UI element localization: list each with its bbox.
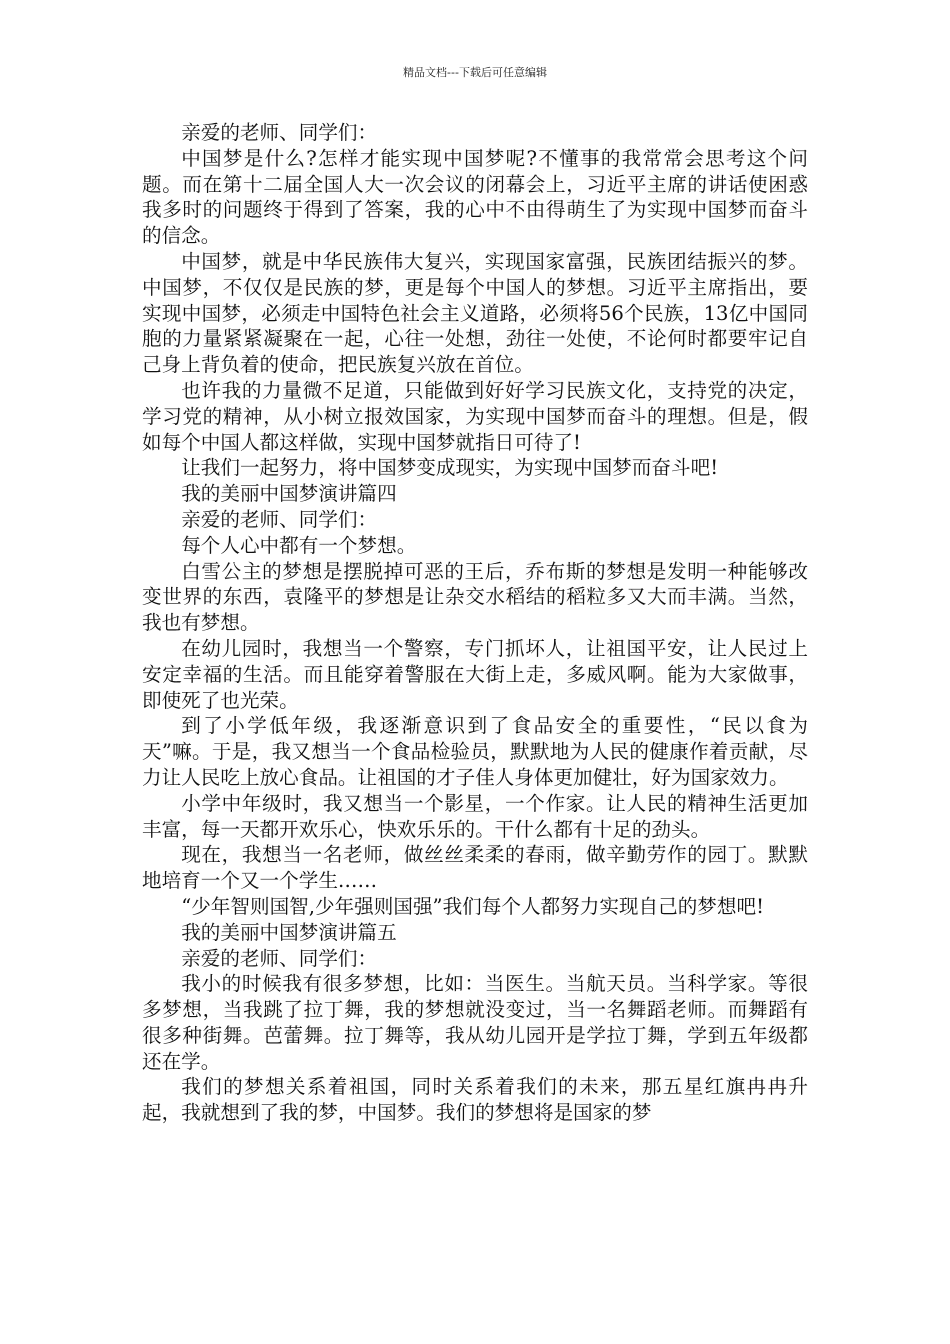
paragraph: 我们的梦想关系着祖国，同时关系着我们的未来，那五星红旗冉冉升起，我就想到了我的梦，中国梦。我们的梦想将是国家的梦 [142,1075,808,1125]
paragraph: 白雪公主的梦想是摆脱掉可恶的王后，乔布斯的梦想是发明一种能够改变世界的东西，袁隆平的梦想是让杂交水稻结的稻粒多又大而丰满。当然，我也有梦想。 [142,559,808,635]
paragraph: 中国梦，就是中华民族伟大复兴，实现国家富强，民族团结振兴的梦。中国梦，不仅仅是民族的梦，更是每个中国人的梦想。习近平主席指出，要实现中国梦，必须走中国特色社会主义道路，必须将56个民族，13亿中国同胞的力量紧紧凝聚在一起，心往一处想，劲往一处使，不论何时都要牢记自己身上背负着的使命，把民族复兴放在首位。 [142,249,808,377]
salutation: 亲爱的老师、同学们： [181,121,378,144]
paragraph: 到了小学低年级，我逐渐意识到了食品安全的重要性，“民以食为天”嘛。于是，我又想当一个食品检验员，默默地为人民的健康作着贡献，尽力让人民吃上放心食品。让祖国的才子佳人身体更加健壮，好为国家效力。 [142,714,808,789]
salutation: 亲爱的老师、同学们： [181,946,378,970]
page-header: 精品文档---下载后可任意编辑 [403,66,547,79]
paragraph: 我小的时候我有很多梦想，比如：当医生。当航天员。当科学家。等很多梦想，当我跳了拉丁舞，我的梦想就没变过，当一名舞蹈老师。而舞蹈有很多种街舞。芭蕾舞。拉丁舞等，我从幼儿园开是学拉丁舞，学到五年级都还在学。 [142,972,808,1073]
paragraph: “少年智则国智,少年强则国强”我们每个人都努力实现自己的梦想吧! [181,894,764,918]
paragraph: 让我们一起努力，将中国梦变成现实，为实现中国梦而奋斗吧! [181,456,719,480]
paragraph: 在幼儿园时，我想当一个警察，专门抓坏人，让祖国平安，让人民过上安定幸福的生活。而且能穿着警服在大街上走，多威风啊。能为大家做事，即使死了也光荣。 [142,636,808,712]
salutation: 亲爱的老师、同学们： [181,507,378,531]
paragraph: 中国梦是什么?怎样才能实现中国梦呢?不懂事的我常常会思考这个问题。而在第十二届全国人大一次会议的闭幕会上，习近平主席的讲话使困惑我多时的问题终于得到了答案，我的心中不由得萌生了为实现中国梦而奋斗的信念。 [142,146,808,248]
document-body [142,120,808,1126]
paragraph: 现在，我想当一名老师，做丝丝柔柔的春雨，做辛勤劳作的园丁。默默地培育一个又一个学生…… [142,843,808,893]
section-title: 我的美丽中国梦演讲篇四 [181,482,397,506]
section-title: 我的美丽中国梦演讲篇五 [181,920,397,944]
paragraph: 小学中年级时，我又想当一个影星，一个作家。让人民的精神生活更加丰富，每一天都开欢乐心，快欢乐乐的。干什么都有十足的劲头。 [142,791,808,841]
paragraph: 每个人心中都有一个梦想。 [181,533,417,557]
paragraph: 也许我的力量微不足道，只能做到好好学习民族文化，支持党的决定，学习党的精神，从小树立报效国家，为实现中国梦而奋斗的理想。但是，假如每个中国人都这样做，实现中国梦就指日可待了! [142,378,808,454]
